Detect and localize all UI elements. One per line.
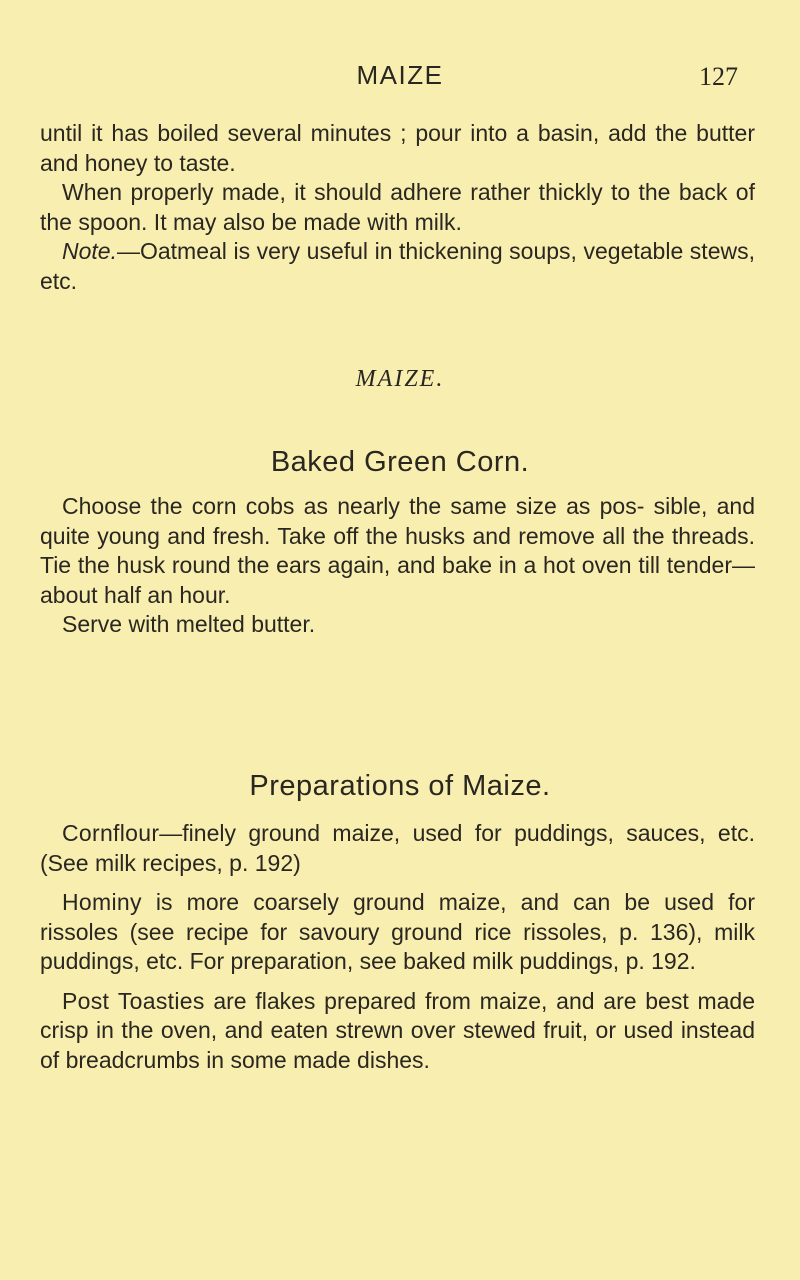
post-toasties-text: are flakes prepared from maize, and are best made crisp in the oven, and eaten strewn over stewed fruit, or used instead of breadcrumbs in some made dishes. [40,987,755,1073]
baked-green-corn-title: Baked Green Corn. [270,446,530,478]
baked-green-corn-paragraph-1: Choose the corn cobs as nearly the same size as pos- sible, and quite young and fresh. Take off the husks and remove all the threads. Tie the husk round the ears again, and bake in a hot oven till tender—about half an hour. [40,493,755,608]
hominy-text: is more coarsely ground maize, and can be used for rissoles (see recipe for savoury ground rice rissoles, p. 136), milk puddings, etc. For preparation, see baked milk puddings, p. 192. [40,889,755,974]
preparations-title: Preparations of Maize. [249,770,551,802]
page-header [0,60,800,100]
hominy-term: Hominy [62,889,142,915]
cornflour-term: Cornflour [62,820,160,846]
post-toasties-term: Post Toasties [62,987,205,1014]
baked-green-corn-text [40,492,755,640]
page-number: 127 [699,62,738,91]
post-toasties-paragraph [40,987,755,1076]
oatmeal-paragraph-1: until it has boiled several minutes ; pour into a basin, add the butter and honey to taste. [40,120,755,176]
cornflour-paragraph [40,819,755,878]
preparations-text [40,819,755,1075]
oatmeal-note [40,237,755,296]
oatmeal-continued-text [40,119,755,296]
running-head: MAIZE [356,60,444,90]
note-label: Note. [62,238,117,264]
hominy-paragraph [40,888,755,977]
note-text: —Oatmeal is very useful in thickening soups, vegetable stews, etc. [40,238,755,294]
section-label: MAIZE. [355,366,445,392]
baked-green-corn-paragraph-2: Serve with melted butter. [62,611,316,637]
oatmeal-paragraph-2: When properly made, it should adhere rather thickly to the back of the spoon. It may also be made with milk. [40,179,755,235]
cornflour-text: —finely ground maize, used for puddings, sauces, etc. (See milk recipes, p. 192) [40,820,755,876]
